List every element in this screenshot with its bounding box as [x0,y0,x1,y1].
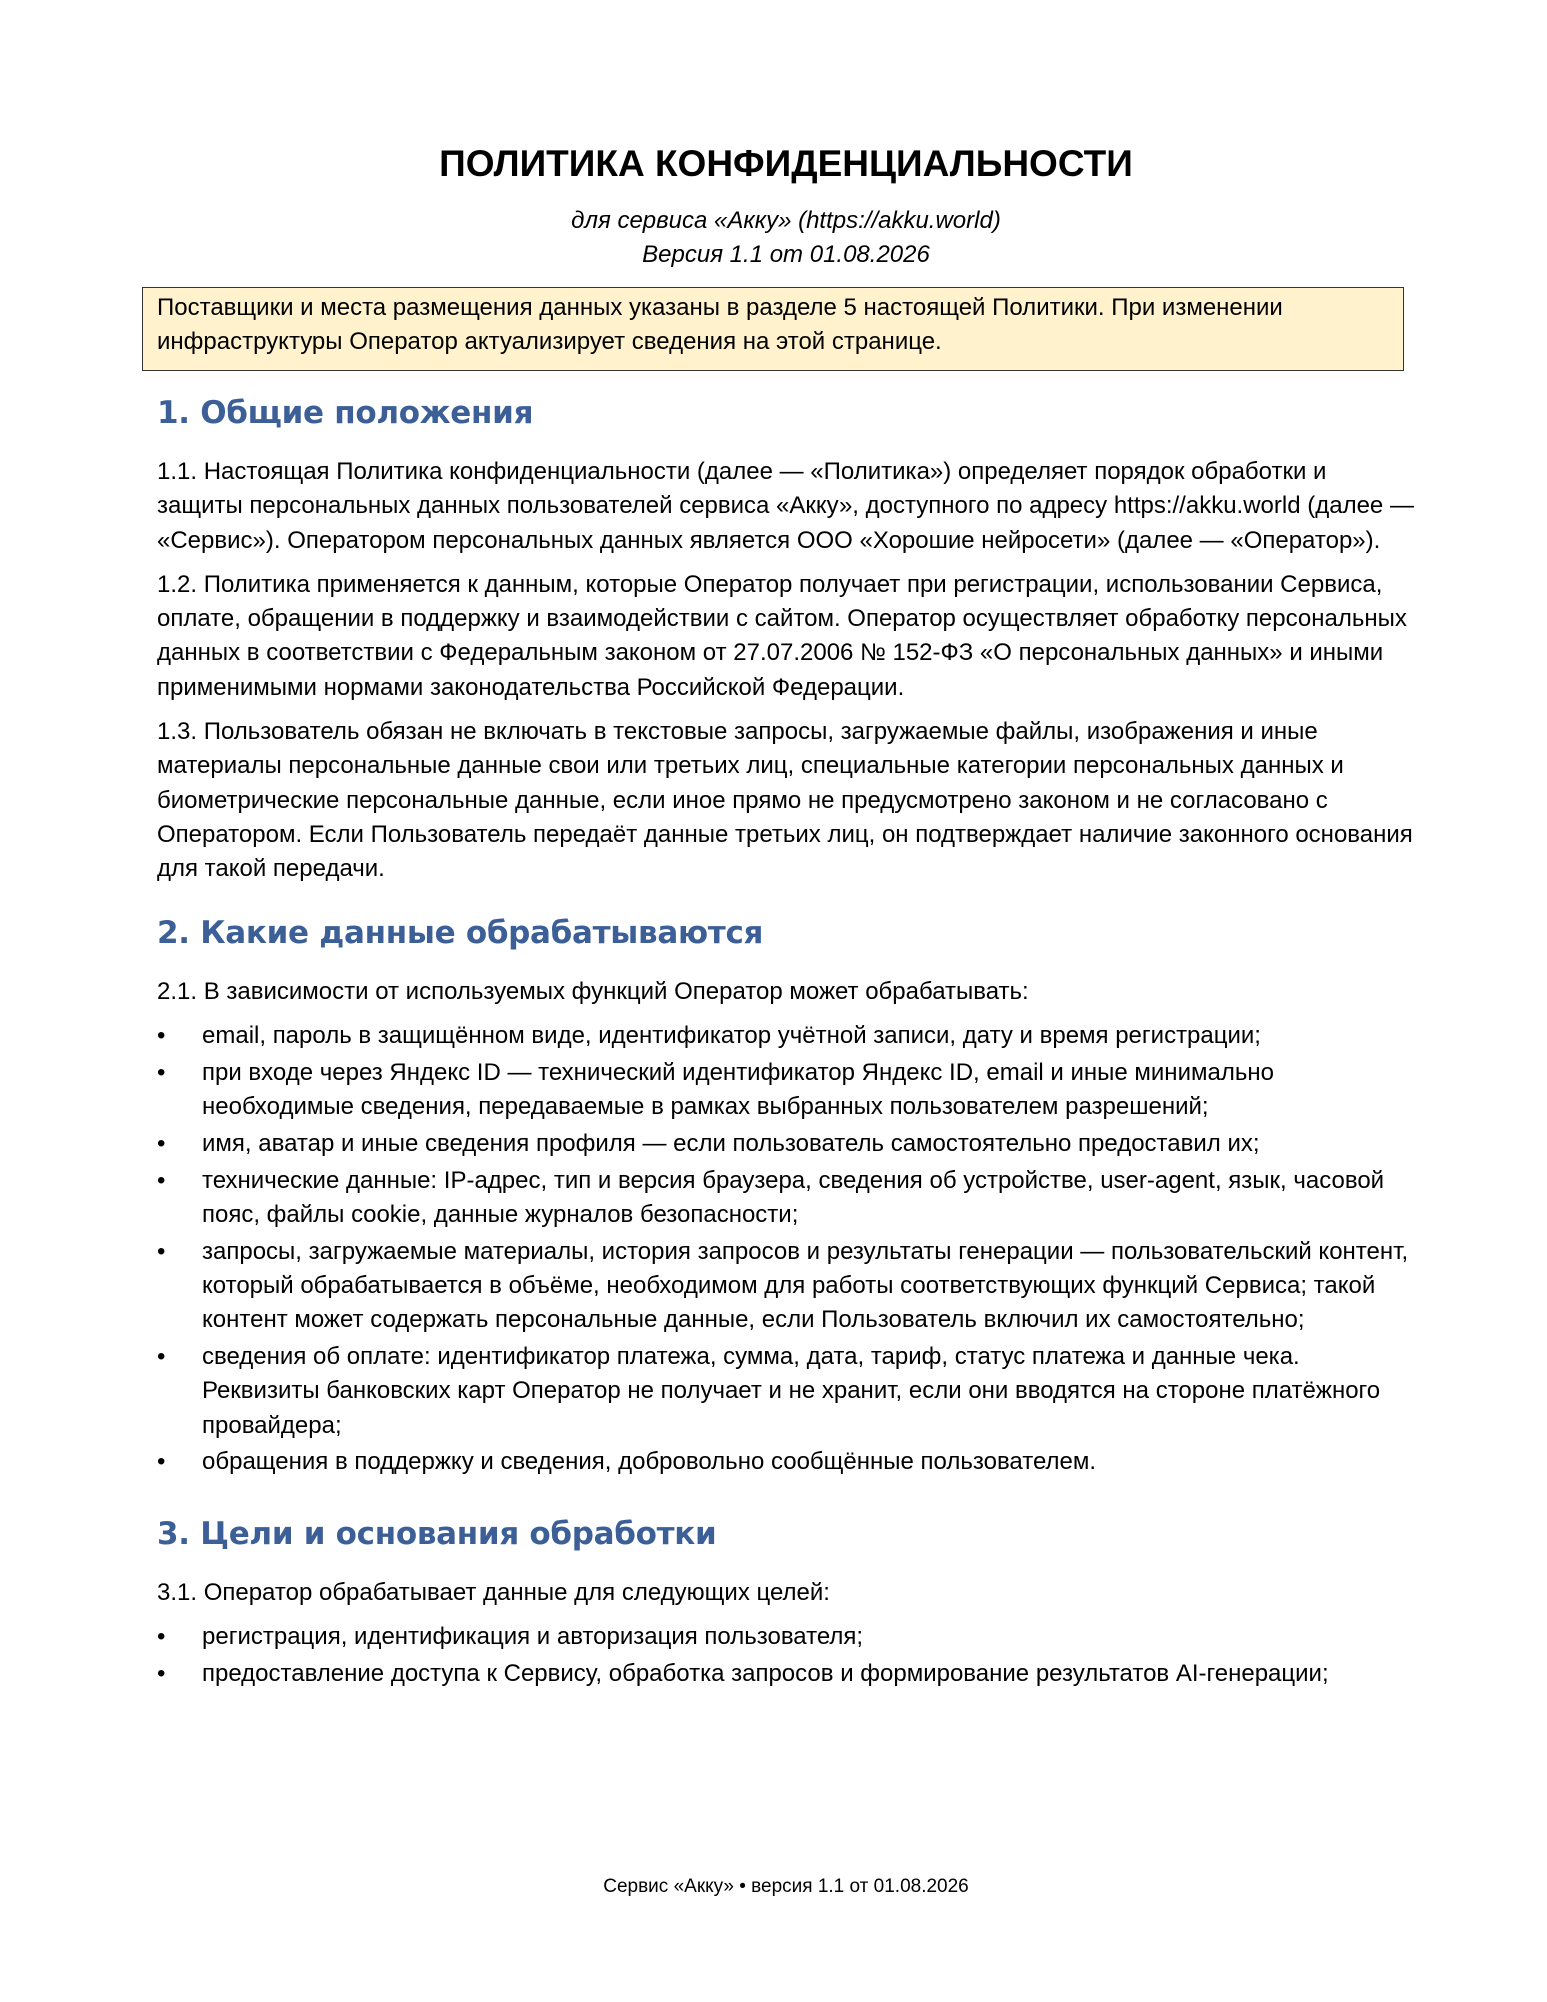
list-item [157,1657,1417,1691]
list-item [157,1235,1417,1338]
document-subtitle: для сервиса «Акку» (https://akku.world) [571,207,1001,234]
list-item-text: сведения об оплате: идентификатор платежа, сумма, дата, тариф, статус платежа и данные чека. Реквизиты банковских карт Оператор не получает и не хранит, если они вводятся на стороне платёжного провайдера; [202,1343,1381,1439]
purposes-list [157,1620,1417,1691]
notice-box: Поставщики и места размещения данных указаны в разделе 5 настоящей Политики. При изменении инфраструктуры Оператор актуализирует сведения на этой странице. [142,287,1404,371]
bullet-icon: • [157,1166,166,1194]
document-title: ПОЛИТИКА КОНФИДЕНЦИАЛЬНОСТИ [439,143,1133,184]
list-item [157,1620,1417,1654]
section-3-heading: 3. Цели и основания обработки [157,1515,717,1552]
paragraph-1-3: 1.3. Пользователь обязан не включать в текстовые запросы, загружаемые файлы, изображения и иные материалы персональные данные свои или третьих лиц, специальные категории персональных данных и биометрические персональные данные, если иное прямо не предусмотрено законом и не согласовано с Оператором. Если Пользователь передаёт данные третьих лиц, он подтверждает наличие законного основания для такой передачи. [157,718,1413,883]
list-item-text: регистрация, идентификация и авторизация пользователя; [202,1623,864,1651]
bullet-icon: • [157,1058,166,1086]
document-body [157,393,1417,1691]
list-item [157,1164,1417,1233]
data-types-list [157,1019,1417,1480]
list-item-text: имя, аватар и иные сведения профиля — если пользователь самостоятельно предоставил их; [202,1129,1260,1157]
list-item [157,1340,1417,1443]
list-item-text: обращения в поддержку и сведения, добровольно сообщённые пользователем. [202,1448,1097,1476]
list-item [157,1056,1417,1125]
bullet-icon: • [157,1021,166,1049]
list-item [157,1019,1417,1053]
section-2-heading: 2. Какие данные обрабатываются [157,914,764,951]
bullet-icon: • [157,1659,166,1687]
bullet-icon: • [157,1623,166,1651]
paragraph-3-1: 3.1. Оператор обрабатывает данные для следующих целей: [157,1578,830,1606]
page-footer: Сервис «Акку» • версия 1.1 от 01.08.2026 [603,1876,969,1897]
list-item [157,1127,1417,1161]
bullet-icon: • [157,1129,166,1157]
paragraph-2-1: 2.1. В зависимости от используемых функций Оператор может обрабатывать: [157,977,1029,1005]
paragraph-1-1: 1.1. Настоящая Политика конфиденциальности (далее — «Политика») определяет порядок обработки и защиты персональных данных пользователей сервиса «Акку», доступного по адресу https://akku.world (далее — «Сервис»). Оператором персональных данных является ООО «Хорошие нейросети» (далее — «Оператор»). [157,458,1414,554]
list-item-text: email, пароль в защищённом виде, идентификатор учётной записи, дату и время регистрации; [202,1021,1261,1049]
document-version: Версия 1.1 от 01.08.2026 [642,241,930,268]
bullet-icon: • [157,1237,166,1265]
bullet-icon: • [157,1343,166,1371]
list-item-text: запросы, загружаемые материалы, история запросов и результаты генерации — пользовательский контент, который обрабатывается в объёме, необходимом для работы соответствующих функций Сервиса; такой контент может содержать персональные данные, если Пользователь включил их самостоятельно; [202,1237,1409,1334]
list-item-text: предоставление доступа к Сервису, обработка запросов и формирование результатов AI-генерации; [202,1659,1329,1687]
list-item [157,1445,1417,1479]
section-1-heading: 1. Общие положения [157,395,534,431]
list-item-text: при входе через Яндекс ID — технический идентификатор Яндекс ID, email и иные минимально необходимые сведения, передаваемые в рамках выбранных пользователем разрешений; [202,1058,1274,1120]
paragraph-1-2: 1.2. Политика применяется к данным, которые Оператор получает при регистрации, использовании Сервиса, оплате, обращении в поддержку и взаимодействии с сайтом. Оператор осуществляет обработку персональных данных в соответствии с Федеральным законом от 27.07.2006 № 152-ФЗ «О персональных данных» и иными применимыми нормами законодательства Российской Федерации. [157,570,1407,701]
list-item-text: технические данные: IP-адрес, тип и версия браузера, сведения об устройстве, user-agent, язык, часовой пояс, файлы cookie, данные журналов безопасности; [202,1166,1385,1228]
bullet-icon: • [157,1448,166,1476]
